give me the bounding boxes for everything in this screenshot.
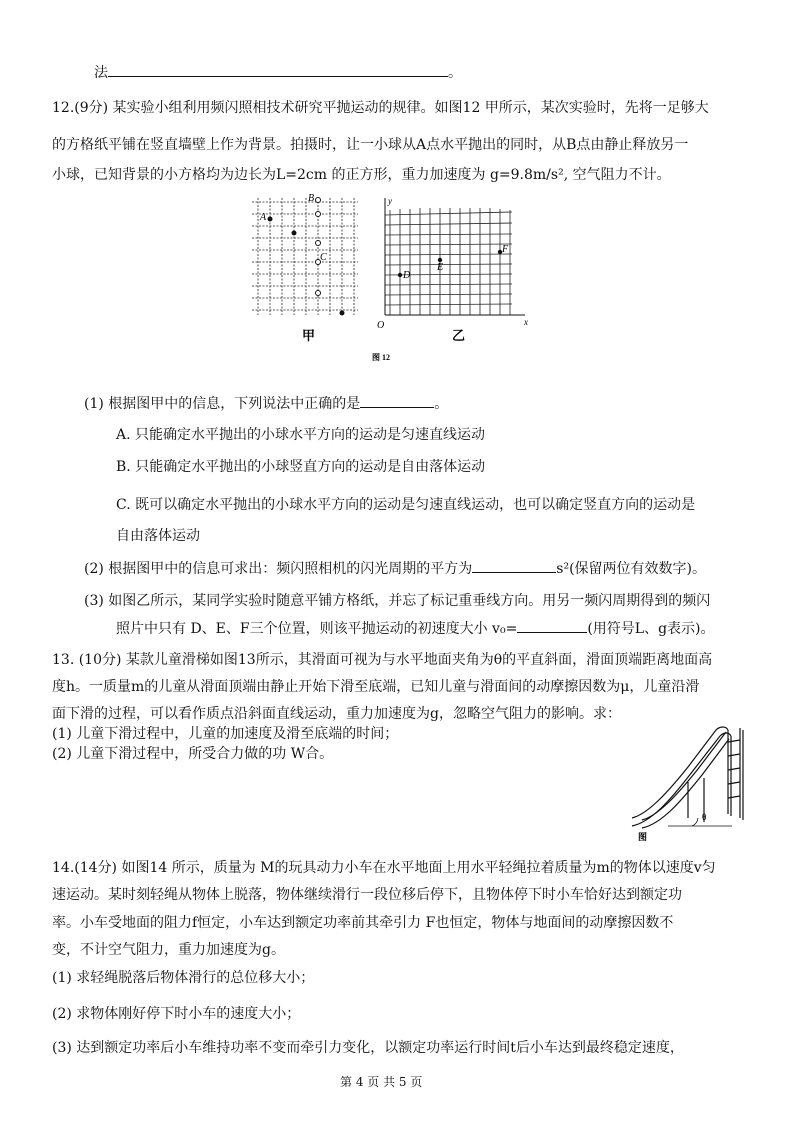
point-d [398, 273, 402, 277]
q13-l5: (2) 儿童下滑过程中，所受合力做的功 W合。 [52, 746, 334, 762]
figure-13-slide [628, 722, 758, 844]
q12-opt-c2: 自由落体运动 [116, 528, 200, 544]
q12-line1: 12.(9分) 某实验小组利用频闪照相技术研究平抛运动的规律。如图12 甲所示，某次实验时，先将一足够大 [52, 100, 709, 116]
q12-opt-b: B. 只能确定水平抛出的小球竖直方向的运动是自由落体运动 [116, 459, 486, 475]
q14-l7: (3) 达到额定功率后小车维持功率不变而牵引力变化，以额定功率运行时间t后小车达到最终稳定速度， [52, 1040, 684, 1056]
point-b5 [316, 291, 321, 296]
point-b [316, 198, 321, 203]
top-blank [108, 62, 448, 77]
label-d: D [403, 270, 411, 281]
grid-yi [385, 208, 512, 315]
fig12-caption: 图 12 [372, 353, 390, 362]
point-2 [292, 231, 297, 236]
top-end: 。 [448, 65, 462, 81]
q14-l1: 14.(14分) 如图14 所示，质量为 M的玩具动力小车在水平地面上用水平轻绳拉着质量为m的物体以速度v匀 [52, 860, 716, 876]
label-c: C [320, 252, 327, 263]
q14-l2: 速运动。某时刻轻绳从物体上脱落，物体继续滑行一段位移后停下，且物体停下时小车恰好达到额定功 [52, 887, 682, 903]
q12-line3: 小球，已知背景的小方格均为边长为L=2cm 的正方形，重力加速度为 g=9.8m/s², 空气阻力不计。 [52, 167, 671, 183]
q14-l6: (2) 求物体刚好停下时小车的速度大小； [52, 1006, 301, 1022]
q12-s1-text: (1) 根据图甲中的信息，下列说法中正确的是 [84, 396, 361, 412]
q12-s2-text: (2) 根据图甲中的信息可求出：频闪照相机的闪光周期的平方为 [84, 561, 473, 577]
q13-l4: (1) 儿童下滑过程中，儿童的加速度及滑至底端的时间； [52, 726, 399, 742]
q13-l2: 度h。一质量m的儿童从滑面顶端由静止开始下滑至底端，已知儿童与滑面间的动摩擦因数为μ，儿童沿滑 [52, 679, 700, 695]
page-footer: 第 4 页 共 5 页 [340, 1075, 423, 1089]
q12-opt-a: A. 只能确定水平抛出的小球水平方向的运动是匀速直线运动 [116, 427, 486, 443]
q12-line2: 的方格纸平铺在竖直墙壁上作为背景。拍摄时，让一小球从A点水平抛出的同时，从B点由静止释放另一 [52, 137, 689, 153]
label-a: A [260, 212, 267, 223]
point-a [268, 217, 273, 222]
q12-opt-c1: C. 既可以确定水平抛出的小球水平方向的运动是匀速直线运动，也可以确定竖直方向的运动是 [116, 497, 696, 513]
q13-l1: 13. (10分) 某款儿童滑梯如图13所示，其滑面可视为与水平地面夹角为θ的平直斜面，滑面顶端距离地面高 [52, 652, 713, 668]
slide-theta: θ [702, 812, 707, 822]
q12-s3b-text: 照片中只有 D、E、F三个位置，则该平抛运动的初速度大小 v₀= [116, 621, 518, 637]
label-f: F [502, 244, 509, 255]
point-b2 [316, 212, 321, 217]
label-e: E [437, 262, 444, 273]
q13-l3: 面下滑的过程，可以看作质点沿斜面直线运动，重力加速度为g，忽略空气阻力的影响。求： [52, 706, 621, 722]
q12-s1 [84, 393, 448, 414]
label-yi: 乙 [452, 328, 466, 343]
top-line [94, 62, 462, 83]
q12-s3b [116, 618, 715, 639]
q12-s1-blank [360, 393, 434, 408]
grid-jia [252, 198, 358, 315]
point-b3 [316, 241, 321, 246]
point-4 [340, 311, 345, 316]
label-x: x [524, 317, 528, 327]
label-y: y [388, 196, 392, 206]
q14-l3: 率。小车受地面的阻力f恒定，小车达到额定功率前其牵引力 F也恒定，物体与地面间的动摩擦因数不 [52, 915, 674, 931]
q12-s1-end: 。 [434, 396, 449, 412]
q12-s2 [84, 558, 706, 579]
label-b: B [308, 193, 315, 204]
fig13-caption: 图 [638, 832, 648, 842]
q12-s3b-end: (用符号L、g表示)。 [587, 621, 715, 637]
q12-s2-blank [472, 558, 556, 573]
q14-l4: 变，不计空气阻力，重力加速度为g。 [52, 942, 285, 958]
label-jia: 甲 [302, 328, 316, 343]
q12-s3b-blank [517, 618, 587, 633]
q12-s3a: (3) 如图乙所示，某同学实验时随意平铺方格纸，并忘了标记重垂线方向。用另一频闪周期得到的频闪 [84, 593, 711, 609]
figure-12 [240, 190, 540, 365]
label-o: O [377, 320, 385, 331]
q14-l5: (1) 求轻绳脱落后物体滑行的总位移大小； [52, 970, 315, 986]
q12-s2-end: s²(保留两位有效数字)。 [556, 561, 707, 577]
top-fa: 法 [94, 65, 108, 81]
